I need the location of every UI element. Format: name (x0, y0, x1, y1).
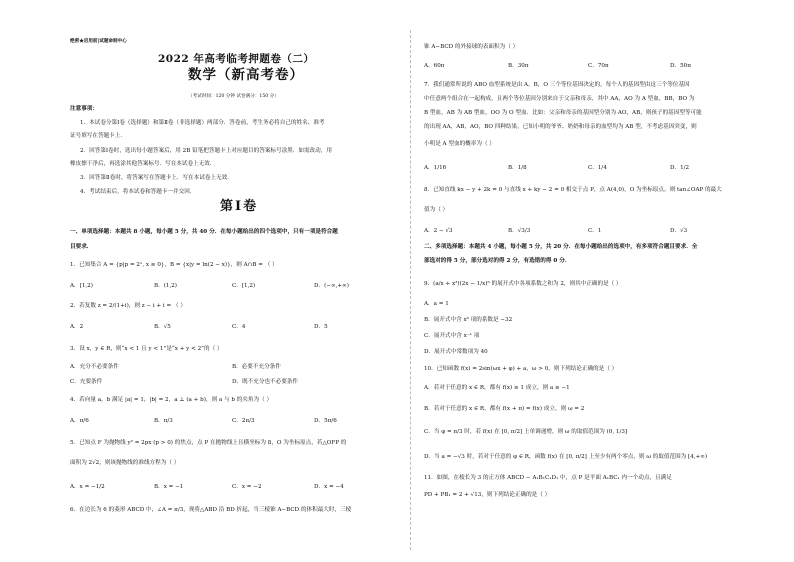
question-stem-cont: 面积为 2√2，则该抛物线的准线方程为（ ） (70, 460, 180, 466)
part2-heading-cont: 部选对的得 5 分，部分选对的得 2 分，有选错的得 0 分． (424, 258, 571, 264)
question-stem-cont: B 型血，AB 为 AB 型血，OO 为 O 型血．比如：父亲和母亲的基因型分别为 AO，AB，则孩子的基因型等可能 (424, 110, 702, 116)
option: D．(−∞,+∞) (314, 283, 349, 289)
note-line: 2．回答第Ⅰ卷时，选出每小题答案后，用 2B 铅笔把答题卡上对应题目的答案标号涂黑．如需改动，用 (80, 148, 332, 154)
question-stem-cont: 小明是 A 型血的概率为（ ） (424, 141, 495, 147)
question-stem: 4．若向量 a，b 满足 |a| = 1，|b| = 2，a ⊥ (a + b)，则 a 与 b 的夹角为（ ） (70, 397, 273, 403)
option: C．4 (232, 324, 246, 330)
option: C．展开式中含 x⁻¹ 项 (424, 333, 480, 339)
option: D．50π (670, 63, 691, 69)
question-stem: 2．若复数 z = 2/(1+i)，则 z − i + i = （ ） (70, 303, 186, 309)
option: A．充分不必要条件 (70, 364, 119, 370)
question-stem: 3．设 x，y ∈ R，则“x < 1 且 y < 1”是“x + y < 2”的（ ） (70, 346, 223, 352)
option: B．若对于任意的 x ∈ R，都有 f(x + π) = f(x) 成立，则 ω = 2 (424, 406, 585, 412)
note-line: 证号填写在答题卡上． (70, 133, 126, 139)
option: C．当 φ = π/3 时，若 f(x) 在 [0, π/2] 上单调递增，则 ω 的取值范围为 (0, 1/3] (424, 429, 628, 435)
option: B．1/8 (508, 165, 527, 171)
question-stem-cont: 的出现 AA，AB，AO，BO 四种结果，已知小明的爷爷、奶奶和母亲的血型均为 AB 型，不考虑基因突变，则 (424, 124, 697, 130)
column-divider (410, 30, 412, 550)
option: B．30π (508, 63, 529, 69)
option: B．(1,2) (154, 283, 177, 289)
note-line: 4．考试结束后，将本试卷和答题卡一并交回． (80, 189, 196, 195)
note-line: 3．回答第Ⅱ卷时，将答案写在答题卡上．写在本试卷上无效． (80, 175, 233, 181)
note-line: 1．本试卷分第Ⅰ卷（选择题）和第Ⅱ卷（非选择题）两部分．答卷前，考生务必将自己的姓名、准考 (80, 120, 325, 126)
option: D．1/2 (670, 165, 690, 171)
note-line: 橡皮擦干净后，再选涂其他答案标号．写在本试卷上无效． (70, 161, 216, 167)
question-stem-cont: 锥 A−BCD 的外接球的表面积为（ ） (424, 44, 519, 50)
part1-heading: 一、单项选择题：本题共 8 小题，每小题 5 分，共 40 分．在每小题给出的四个选项中，只有一项是符合题 (70, 229, 338, 235)
option: B．x = −1 (154, 484, 184, 490)
question-stem-cont: 值为（ ） (424, 207, 449, 213)
option: D．x = −4 (314, 484, 344, 490)
question-stem: 1．已知集合 A = {p|p = 2ˣ, x ≥ 0}，B = {x|y = ln(2 − x)}，则 A∩B = （ ） (70, 262, 278, 268)
option: A．2 − √3 (424, 228, 453, 234)
option: C．1 (588, 228, 602, 234)
option: C．充要条件 (70, 379, 103, 385)
question-stem: 11．如图，在棱长为 3 的正方体 ABCD − A₁B₁C₁D₁ 中，点 P 是平面 A₁BC₁ 内一个动点，且满足 (424, 475, 672, 481)
option: B．展开式中含 x⁶ 项的系数是 −32 (424, 317, 513, 323)
question-stem: 6．在边长为 6 的菱形 ABCD 中，∠A = π/3，现将△ABD 沿 BD 折起，当三棱锥 A−BCD 的体积最大时，三棱 (70, 507, 352, 513)
option: D．5π/6 (314, 418, 337, 424)
question-stem-cont: 中任意两个组合在一起构成，且两个等位基因分别来自于父亲和母亲，其中 AA，AO 为 A 型血，BB，BO 为 (424, 96, 695, 102)
question-stem: 8．已知直线 kx − y + 2k = 0 与直线 x + ky − 2 = 0 相交于点 P，点 A(4,0)，O 为坐标原点，则 tan∠OAP 的最大 (424, 187, 722, 193)
option: C．1/4 (588, 165, 607, 171)
exam-title: 2022 年高考临考押题卷（二） (158, 53, 315, 65)
option: A．1/16 (424, 165, 447, 171)
question-stem: 5．已知点 F 为抛物线 y² = 2px (p > 0) 的焦点，点 P 在抛物线上且横坐标为 8，O 为坐标原点，若△OFP 的 (70, 440, 347, 446)
option: D．展开式中常数项为 40 (424, 349, 488, 355)
option: C．[1,2) (232, 283, 256, 289)
option: A．π/6 (70, 418, 89, 424)
option: B．√3/3 (508, 228, 531, 234)
secret-mark: 绝密★启用前|试题命制中心 (70, 39, 127, 44)
option: C．x = −2 (232, 484, 262, 490)
option: C．2π/3 (232, 418, 255, 424)
option: D．√3 (670, 228, 688, 234)
option: D．当 a = −√3 时，若对于任意的 φ ∈ R，函数 f(x) 在 [0, π/2] 上至少有两个零点，则 ω 的取值范围为 [4,+∞) (424, 454, 708, 460)
question-stem: 9．(a/x + x³)(2x − 1/x)⁶ 的展开式中各项系数之和为 2，则其中正确的是（ ） (424, 281, 622, 287)
option: A．[1,2) (70, 283, 93, 289)
question-stem: 7．我们通常所说的 ABO 血型系统是由 A，B，O 三个等位基因决定的，每个人的基因型由这三个等位基因 (424, 82, 690, 88)
question-stem-cont: PD + PB₁ = 2 + √13，则下列结论正确的是（ ） (424, 492, 551, 498)
option: A．若对于任意的 x ∈ R，都有 f(x) ≥ 1 成立，则 a ≥ −1 (424, 385, 570, 391)
option: B．π/3 (154, 418, 173, 424)
option: B．必要不充分条件 (232, 364, 281, 370)
option: B．√5 (154, 324, 171, 330)
part2-heading: 二、多项选择题：本题共 4 小题，每小题 5 分，共 20 分．在每小题给出的选项中，有多项符合题目要求．全 (424, 244, 698, 250)
exam-info: （考试时间：120 分钟 试卷满分：150 分） (188, 94, 279, 99)
section-title: 第Ⅰ卷 (220, 199, 259, 214)
option: D．5 (314, 324, 328, 330)
option: C．70π (588, 63, 609, 69)
subject-title: 数学（新高考卷） (188, 67, 304, 83)
notes-heading: 注意事项： (70, 106, 98, 112)
option: A．a = 1 (424, 301, 449, 307)
option: A．60π (424, 63, 445, 69)
question-stem: 10．已知函数 f(x) = 2sin(ωx + φ) + a，ω > 0，则下列结论正确的是（ ） (424, 366, 618, 372)
option: A．x = −1/2 (70, 484, 105, 490)
option: D．既不充分也不必要条件 (232, 379, 299, 385)
part1-heading-cont: 目要求． (70, 244, 93, 250)
option: A．2 (70, 324, 84, 330)
